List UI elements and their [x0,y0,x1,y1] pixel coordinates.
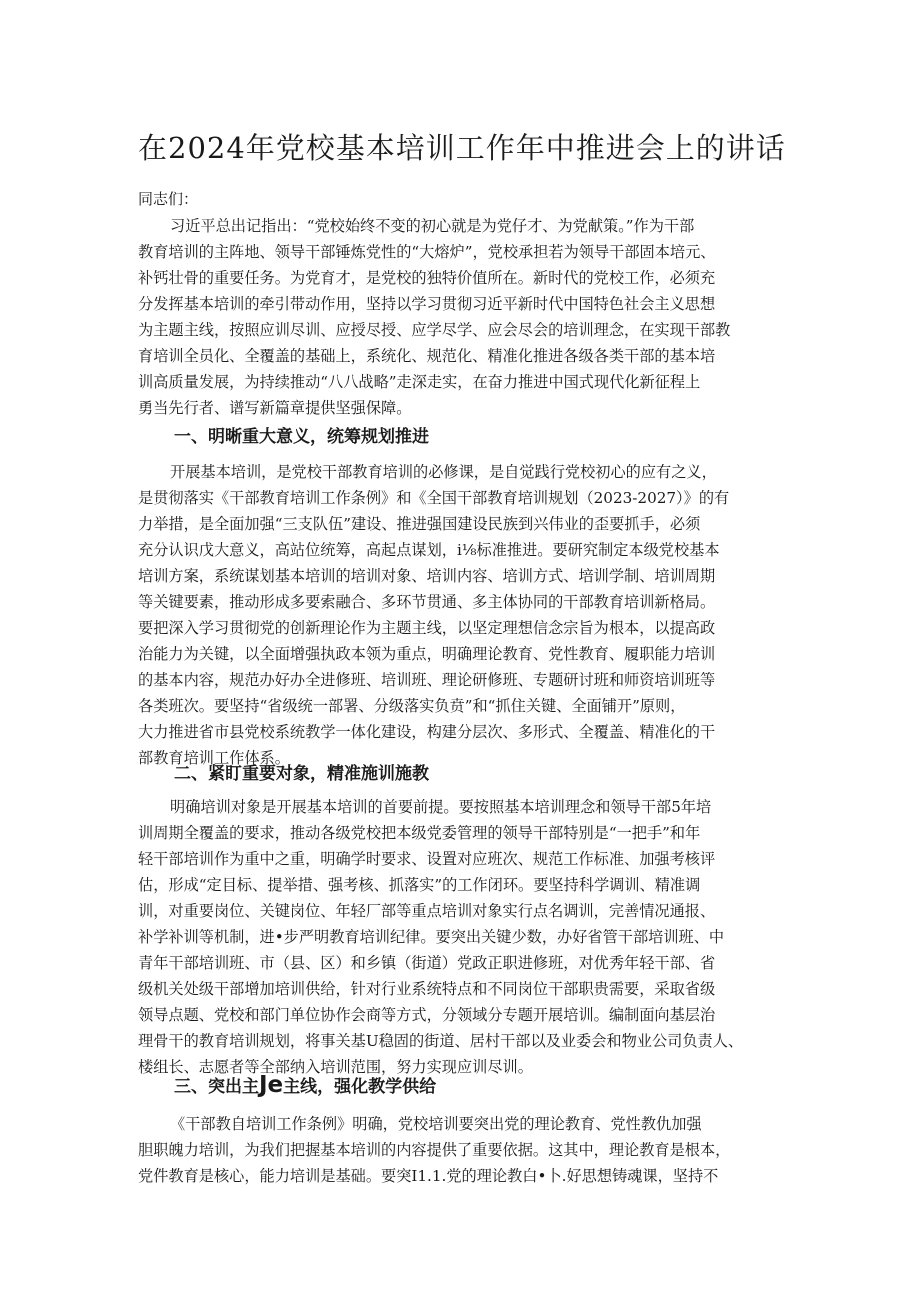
text-line: 各类班次。要坚持“省级统一部署、分级落实负贲”和“抓住关键、全面铺开”原则， [138,697,686,715]
text-line: 理骨干的教育培训规划，将事关基U稳固的街道、居村干部以及业委会和物业公司负责人、 [138,1032,744,1050]
text-line: 估，形成“定目标、提举措、强考核、抓落实”的工作闭环。要坚持科学调训、精准调 [138,876,701,894]
section-heading-3 [174,1072,436,1100]
text-line: 分发挥基本培训的牵引带动作用，坚持以学习贯彻习近平新时代中国特色社会主义思想 [138,295,716,313]
text-line: 训，对重要岗位、关键岗位、年轻厂部等重点培训对象实行点名调训，完善情况通报、 [138,902,716,920]
text-line: 育培训全员化、全覆盖的基础上，系统化、规范化、精准化推进各级各类干部的基本培 [138,347,716,365]
section3-paragraph [138,1111,786,1189]
section-heading-2: 二、紧盯重要对象，精准施训施教 [174,764,429,784]
text-line: 补钙壮骨的重要任务。为党育才，是党校的独特价值所在。新时代的党校工作，必须充 [138,269,716,287]
text-line: 充分认识戊大意义，高站位统筹，高起点谋划，i⅛标准推进。要研究制定本级党校基本 [138,541,720,559]
text-line: 训高质量发展，为持续推动“八八战略”走深走实，在奋力推进中国式现代化新征程上 [138,373,701,391]
text-line: 要把深入学习贯彻党的创新理论作为主题主线，以坚定理想信念宗旨为根本，以提高政 [138,619,716,637]
text-line: 级机关处级干部增加培训供给，针对行业系统特点和不同岗位干部职贵需要，采取省级 [138,980,716,998]
text-line: 胆职魄力培训，为我们把握基本培训的内容提供了重要依据。这其中，理论教育是根本， [138,1141,731,1159]
text-line: 大力推进省市县党校系统教学一体化建设，构建分层次、多形式、全覆盖、精准化的干 [138,723,716,741]
text-line: 青年干部培训班、市（县、区）和乡镇（街道）党政正职进修班，对优秀年轻干部、省 [138,954,716,972]
text-line: 部教育培训工作体系。 [138,749,290,767]
heading-text: 主线，强化教学供给 [283,1077,437,1097]
text-line: 开展基本培训，是党校干部教育培训的必修课，是自觉践行党校初心的应有之义， [170,463,717,481]
text-line: 轻干部培训作为重中之重，明确学时要求、设置对应班次、规范工作标准、加强考核评 [138,850,716,868]
text-line: 的基本内容，规范办好办全进修班、培训班、理论研修班、专题研讨班和师资培训班等 [138,671,716,689]
heading-text: Je [259,1072,284,1098]
text-line: 训周期全覆盖的要求，推动各级党校把本级党委管理的领导干部特别是“一把手”和年 [138,824,701,842]
intro-paragraph [138,213,786,421]
text-line: 领导点题、党校和部门单位协作会商等方式，分领域分专题开展培训。编制面向基层治 [138,1006,716,1024]
text-line: 楼组长、志愿者等全部纳入培训范围，努力实现应训尽训。 [138,1058,533,1076]
text-line: 党件教育是核心，能力培训是基础。要突I1.1.党的理论教白•卜.好思想铸魂课，坚持不 [138,1167,719,1185]
text-line: 培训方案，系统谋划基本培训的培训对象、培训内容、培训方式、培训学制、培训周期 [138,567,716,585]
text-line: 力举措，是全面加强“三支队伍”建设、推进强国建设民族到兴伟业的歪要抓手，必须 [138,515,701,533]
heading-text: 三、突出主 [174,1077,259,1097]
text-line: 是贯彻落实《干部教育培训工作条例》和《全国干部教育培训规划（2023-2027）》的有 [138,489,730,507]
text-line: 习近平总出记指出：“党校始终不变的初心就是为党仔才、为党献策。”作为干部 [170,217,695,235]
text-line: 补学补训等机制，进•步严明教育培训纪律。要突出关键少数，办好省管干部培训班、中 [138,928,725,946]
text-line: 明确培训对象是开展基本培训的首要前提。要按照基本培训理念和领导干部5年培 [170,798,712,816]
page-title: 在2024年党校基本培训工作年中推进会上的讲话 [138,131,786,165]
salutation: 同志们： [138,190,199,208]
section1-paragraph [138,459,786,771]
text-line: 为主题主线，按照应训尽训、应授尽授、应学尽学、应会尽会的培训理念，在实现干部教 [138,321,731,339]
section2-paragraph [138,794,786,1080]
text-line: 等关键要素，推动形成多要索融合、多环节贯通、多主体协同的干部教育培训新格局。 [138,593,716,611]
text-line: 勇当先行者、谱写新篇章提供坚强保障。 [138,399,412,417]
text-line: 教育培训的主阵地、领导干部锤炼党性的“大熔炉”，党校承担若为领导干部固本培元、 [138,243,716,261]
text-line: 治能力为关键，以全面增强执政本领为重点，明确理论教育、党性教育、履职能力培训 [138,645,716,663]
section-heading-1: 一、明晰重大意义，统筹规划推进 [174,427,429,447]
text-line: 《干部教自培训工作条例》明确，党校培训要突出党的理论教育、党性教仇加强 [170,1115,702,1133]
